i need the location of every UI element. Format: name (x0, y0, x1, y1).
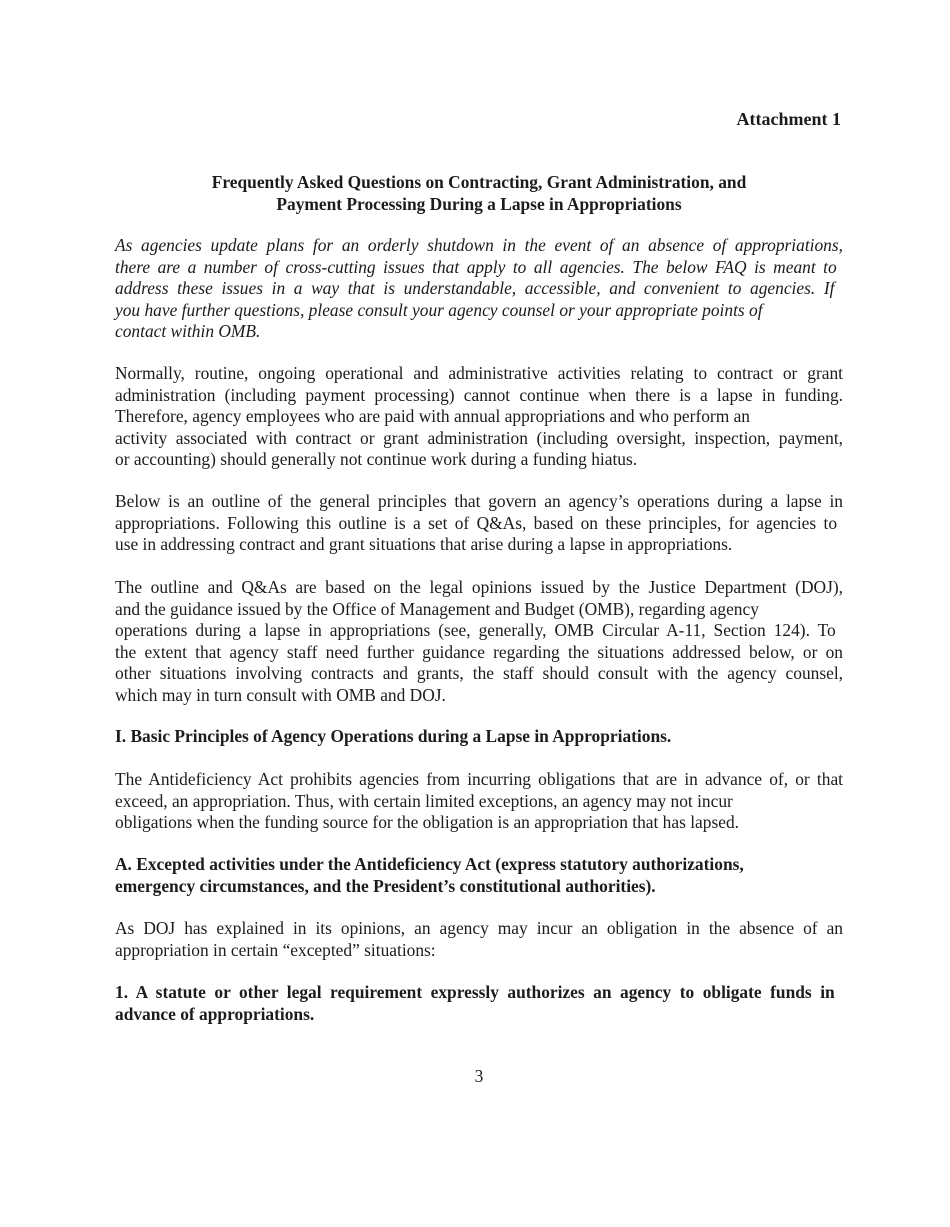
intro-line: you have further questions, please consult your agency counsel or your appropriate points of (115, 299, 763, 320)
paragraph-line: other situations involving contracts and grants, the staff should consult with the agency counsel, (115, 663, 843, 683)
paragraph-line: Below is an outline of the general principles that govern an agency’s operations during a lapse in (115, 491, 843, 511)
paragraph-routine-activities (115, 363, 843, 471)
title-line-1: Frequently Asked Questions on Contracting, Grant Administration, and (211, 172, 747, 192)
item-heading-statute-authorization (115, 982, 843, 1025)
document-page (115, 0, 843, 1227)
paragraph-line: The Antideficiency Act prohibits agencies from incurring obligations that are in advance of, or that (115, 769, 843, 789)
title-line-2: Payment Processing During a Lapse in Appropriations (276, 193, 682, 214)
heading-line: emergency circumstances, and the President’s constitutional authorities). (115, 875, 656, 896)
paragraph-line: the extent that agency staff need further guidance regarding the situations addressed below, or on (115, 641, 843, 662)
paragraph-line: Therefore, agency employees who are paid with annual appropriations and who perform an (115, 406, 751, 426)
intro-paragraph (115, 235, 843, 343)
document-title (115, 172, 843, 215)
paragraph-line: use in addressing contract and grant situations that arise during a lapse in appropriations. (115, 534, 733, 554)
paragraph-line: The outline and Q&As are based on the legal opinions issued by the Justice Department (DOJ), (115, 577, 843, 597)
section-heading-basic-principles (115, 726, 843, 748)
subsection-heading-excepted-activities (115, 854, 843, 897)
heading-line: A. Excepted activities under the Antideficiency Act (express statutory authorizations, (115, 854, 744, 874)
paragraph-line: As DOJ has explained in its opinions, an agency may incur an obligation in the absence of an (115, 918, 843, 938)
intro-line: address these issues in a way that is understandable, accessible, and convenient to agencies. If (115, 278, 835, 298)
paragraph-line: operations during a lapse in appropriations (see, generally, OMB Circular A-11, Section 124). To (115, 620, 836, 640)
paragraph-line: administration (including payment processing) cannot continue when there is a lapse in funding. (115, 384, 843, 405)
paragraph-doj-opinions (115, 918, 843, 961)
paragraph-line: or accounting) should generally not continue work during a funding hiatus. (115, 449, 638, 469)
paragraph-outline (115, 491, 843, 556)
heading-line: I. Basic Principles of Agency Operations during a Lapse in Appropriations. (115, 726, 672, 746)
intro-line: contact within OMB. (115, 321, 261, 341)
heading-line: advance of appropriations. (115, 1003, 315, 1024)
intro-line: As agencies update plans for an orderly shutdown in the event of an absence of appropriations, (115, 235, 843, 255)
paragraph-line: exceed, an appropriation. Thus, with certain limited exceptions, an agency may not incur (115, 790, 733, 811)
paragraph-line: activity associated with contract or grant administration (including oversight, inspection, payment, (115, 427, 843, 448)
paragraph-antideficiency-act (115, 769, 843, 834)
paragraph-line: which may in turn consult with OMB and DOJ. (115, 684, 446, 705)
paragraph-legal-opinions (115, 577, 843, 706)
paragraph-line: Normally, routine, ongoing operational and administrative activities relating to contract or grant (115, 363, 843, 383)
paragraph-line: appropriations. Following this outline is a set of Q&As, based on these principles, for agencies to (115, 512, 838, 533)
page-number: 3 (474, 1066, 484, 1086)
attachment-label: Attachment 1 (736, 109, 841, 129)
paragraph-line: obligations when the funding source for the obligation is an appropriation that has lapsed. (115, 812, 739, 832)
intro-line: there are a number of cross-cutting issues that apply to all agencies. The below FAQ is meant to (115, 256, 837, 277)
heading-line: 1. A statute or other legal requirement expressly authorizes an agency to obligate funds in (115, 982, 835, 1002)
paragraph-line: and the guidance issued by the Office of Management and Budget (OMB), regarding agency (115, 598, 759, 619)
paragraph-line: appropriation in certain “excepted” situations: (115, 939, 436, 960)
